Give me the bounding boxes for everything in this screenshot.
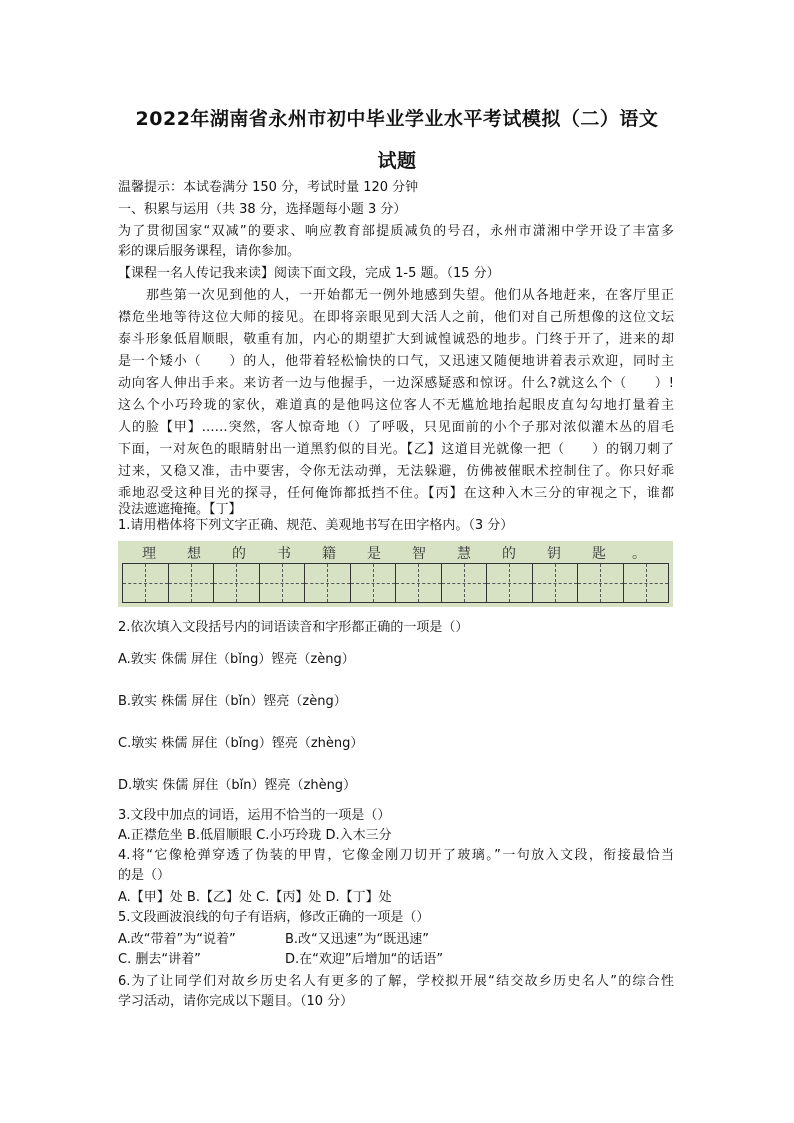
passage-line: 没法遮遮掩掩。【丁】 [118,502,242,517]
grid-char: 慧 [457,546,471,562]
question-1: 1.请用楷体将下列文字正确、规范、美观地书写在田字格内。（3 分） [118,518,514,533]
passage-line: 乖地忍受这种目光的探寻，任何俺饰都抵挡不住。【丙】在这种入木三分的审视之下，谁都 [118,486,674,501]
passage-line: 襟危坐地等待这位大师的接见。在即将亲眼见到大活人之前，他们对自己所想像的这位文坛 [118,310,674,325]
grid-char: 钥 [547,546,561,562]
question-4: 4.将“它像枪弹穿透了伪装的甲胄，它像金刚刀切开了玻璃。”一句放入文段，衔接最恰当 [118,848,674,863]
writing-cell[interactable] [532,563,578,603]
exam-title-line1: 2022年湖南省永州市初中毕业学业水平考试模拟（二）语文 [135,108,659,130]
grid-char: 籍 [322,546,336,562]
passage-line: 过来，又稳又准，击中要害，令你无法动弹，无法躲避，仿佛被催眠术控制住了。你只好乖 [118,464,674,479]
grid-char: 。 [632,546,646,562]
question-5-option-a: A.改“带着”为“说着” [118,932,236,947]
writing-cell[interactable] [441,563,487,603]
writing-cell[interactable] [395,563,441,603]
grid-char: 的 [232,546,246,562]
writing-cell[interactable] [304,563,350,603]
question-2: 2.依次填入文段括号内的词语读音和字形都正确的一项是（） [118,620,469,635]
question-5-option-d: D.在“欢迎”后增加“的话语” [285,952,444,967]
question-4-options: A.【甲】处 B.【乙】处 C.【丙】处 D.【丁】处 [118,890,392,905]
intro-line: 彩的课后服务课程，请你参加。 [118,244,301,259]
question-4-cont: 的是（） [118,868,171,883]
writing-cell[interactable] [350,563,396,603]
writing-cells [122,563,669,603]
option-a: A.敦实 侏儒 屏住（bǐng）铿亮（zèng） [118,652,355,667]
grid-char: 智 [412,546,426,562]
grid-char: 的 [502,546,516,562]
option-b: B.敦实 株儒 屏住（bǐn）铿亮（zèng） [118,694,347,709]
writing-cell[interactable] [122,563,168,603]
passage-line: 人的脸【甲】……突然，客人惊奇地（）了呼吸，只见面前的小个子那对浓似灌木丛的眉毛 [118,420,674,435]
exam-tip: 温馨提示：本试卷满分 150 分，考试时量 120 分钟 [118,180,419,195]
passage-line: 动向客人伸出手来。来访者一边与他握手，一边深感疑惑和惊讶。什么?就这么个（ ）! [118,376,674,391]
grid-char: 理 [142,546,156,562]
course-heading: 【课程一名人传记我来读】阅读下面文段，完成 1-5 题。（15 分） [118,266,500,281]
tianzige-grid [118,541,673,607]
writing-cell[interactable] [486,563,532,603]
question-5-option-c: C. 删去“讲着” [118,952,201,967]
writing-cell[interactable] [623,563,670,603]
writing-cell[interactable] [259,563,305,603]
section-heading: 一、积累与运用（共 38 分，选择题每小题 3 分） [118,202,407,217]
grid-characters [118,543,673,563]
grid-char: 书 [277,546,291,562]
grid-char: 想 [187,546,201,562]
question-5: 5.文段画波浪线的句子有语病，修改正确的一项是（） [118,910,430,925]
writing-cell[interactable] [213,563,259,603]
question-6-cont: 学习活动，请你完成以下题目。（10 分） [118,994,354,1009]
intro-line: 为了贯彻国家“双减”的要求、响应教育部提质减负的号召，永州市潇湘中学开设了丰富多 [118,224,674,239]
question-3-options: A.正襟危坐 B.低眉顺眼 C.小巧玲珑 D.入木三分 [118,828,392,843]
question-5-option-b: B.改“又迅速”为“既迅速” [285,932,429,947]
passage-line: 这么个小巧玲珑的家伙，难道真的是他吗这位客人不无尴尬地抬起眼皮直勾勾地打量着主 [118,398,674,413]
grid-char: 是 [367,546,381,562]
writing-cell[interactable] [577,563,623,603]
question-3: 3.文段中加点的词语，运用不恰当的一项是（） [118,808,391,823]
question-6: 6.为了让同学们对故乡历史名人有更多的了解，学校拟开展“结交故乡历史名人”的综合性 [118,974,674,989]
option-c: C.墩实 株儒 屏住（bǐng）铿亮（zhèng） [118,736,364,751]
passage-line: 是一个矮小（ ）的人，他带着轻松愉快的口气，又迅速又随便地讲着表示欢迎，同时主 [118,354,674,369]
option-d: D.墩实 侏儒 屏住（bǐn）铿亮（zhèng） [118,778,357,793]
passage-line: 泰斗形象低眉顺眼，敬重有加，内心的期望扩大到诚惶诚恐的地步。门终于开了，进来的却 [118,332,674,347]
writing-cell[interactable] [168,563,214,603]
exam-title-line2: 试题 [377,150,417,172]
passage-line: 那些第一次见到他的人，一开始都无一例外地感到失望。他们从各地赶来，在客厅里正 [146,288,674,303]
grid-char: 匙 [592,546,606,562]
passage-line: 下面，一对灰色的眼睛射出一道黑豹似的目光。【乙】这道目光就像一把（ ）的钢刀刺了 [118,442,674,457]
